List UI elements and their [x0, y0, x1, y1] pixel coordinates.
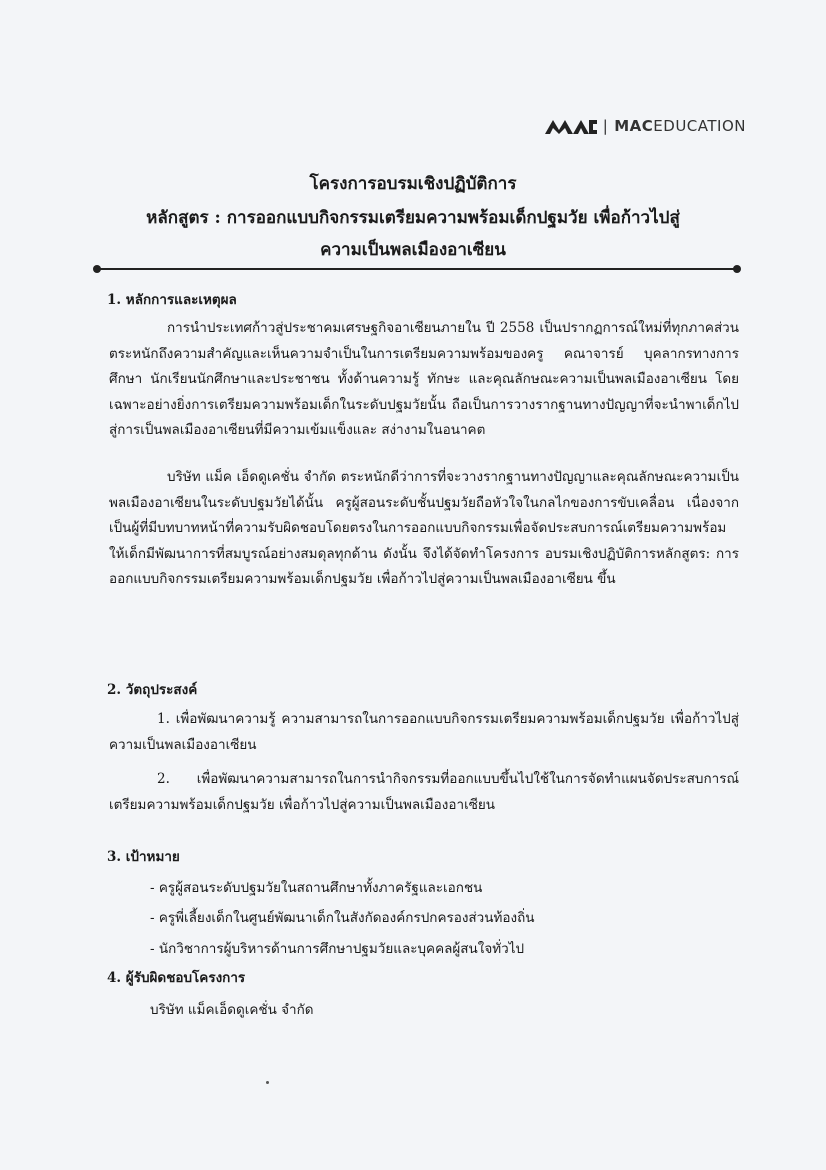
section2-heading: 2. วัตถุประสงค์ — [107, 682, 198, 698]
company-logo: | MACEDUCATION — [545, 117, 746, 135]
section4-heading: 4. ผู้รับผิดชอบโครงการ — [107, 970, 246, 986]
logo-brand: MAC — [614, 117, 654, 135]
section3-heading: 3. เป้าหมาย — [107, 849, 180, 865]
paper-speck — [266, 1081, 269, 1084]
objective-2: 2. เพื่อพัฒนาความสามารถในการนำกิจกรรมที่ออกแบบขึ้นไปใช้ในการจัดทำแผนจัดประสบการณ์เตรียมความพร้อมเด็กปฐมวัย เพื่อก้าวไปสู่ความเป็นพลเมืองอาเซียน — [109, 771, 739, 813]
title-line-3: ความเป็นพลเมืองอาเซียน — [320, 240, 506, 260]
section1-heading: 1. หลักการและเหตุผล — [107, 292, 237, 308]
title-divider — [97, 268, 737, 270]
target-item-1: - ครูผู้สอนระดับปฐมวัยในสถานศึกษาทั้งภาครัฐและเอกชน — [150, 880, 483, 896]
title-line-1: โครงการอบรมเชิงปฏิบัติการ — [309, 174, 517, 194]
target-item-2: - ครูพี่เลี้ยงเด็กในศูนย์พัฒนาเด็กในสังกัดองค์กรปกครองส่วนท้องถิ่น — [150, 910, 535, 926]
responsible-org: บริษัท แม็คเอ็ดดูเคชั่น จำกัด — [150, 1002, 314, 1018]
section1-paragraph-2: บริษัท แม็ค เอ็ดดูเคชั่น จำกัด ตระหนักดีว่าการที่จะวางรากฐานทางปัญญาและคุณลักษณะความเป็นพลเมืองอาเซียนในระดับปฐมวัยได้นั้น ครูผู้สอนระดับชั้นปฐมวัยถือหัวใจในกลไกของการขับเคลื่อน เนื่องจากเป็นผู้ที่มีบทบาทหน้าที่ความรับผิดชอบโดยตรงในการออกแบบกิจกรรมเพื่อจัดประสบการณ์เตรียมความพร้อมให้เด็กมีพัฒนาการที่สมบูรณ์อย่างสมดุลทุกด้าน ดังนั้น จึงได้จัดทำโครงการ อบรมเชิงปฏิบัติการหลักสูตร: การออกแบบกิจกรรมเตรียมความพร้อมเด็กปฐมวัย เพื่อก้าวไปสู่ความเป็นพลเมืองอาเซียน ขึ้น — [109, 469, 739, 587]
logo-suffix: EDUCATION — [653, 117, 746, 135]
MAC-logo-icon — [545, 118, 597, 134]
title-line-2: หลักสูตร : การออกแบบกิจกรรมเตรียมความพร้อมเด็กปฐมวัย เพื่อก้าวไปสู่ — [146, 208, 680, 228]
target-item-3: - นักวิชาการผู้บริหารด้านการศึกษาปฐมวัยและบุคคลผู้สนใจทั่วไป — [150, 941, 525, 957]
section1-paragraph-1: การนำประเทศก้าวสู่ประชาคมเศรษฐกิจอาเซียนภายใน ปี 2558 เป็นปรากฏการณ์ใหม่ที่ทุกภาคส่วนตระหนักถึงความสำคัญและเห็นความจำเป็นในการเตรียมความพร้อมของครู คณาจารย์ บุคลากรทางการศึกษา นักเรียนนักศึกษาและประชาชน ทั้งด้านความรู้ ทักษะ และคุณลักษณะความเป็นพลเมืองอาเซียน โดยเฉพาะอย่างยิ่งการเตรียมความพร้อมเด็กในระดับปฐมวัยนั้น ถือเป็นการวางรากฐานทางปัญญาที่จะนำพาเด็กไปสู่การเป็นพลเมืองอาเซียนที่มีความเข้มแข็งและ สง่างามในอนาคต — [109, 320, 739, 438]
objective-1: 1. เพื่อพัฒนาความรู้ ความสามารถในการออกแบบกิจกรรมเตรียมความพร้อมเด็กปฐมวัย เพื่อก้าวไปสู่ความเป็นพลเมืองอาเซียน — [109, 711, 739, 753]
